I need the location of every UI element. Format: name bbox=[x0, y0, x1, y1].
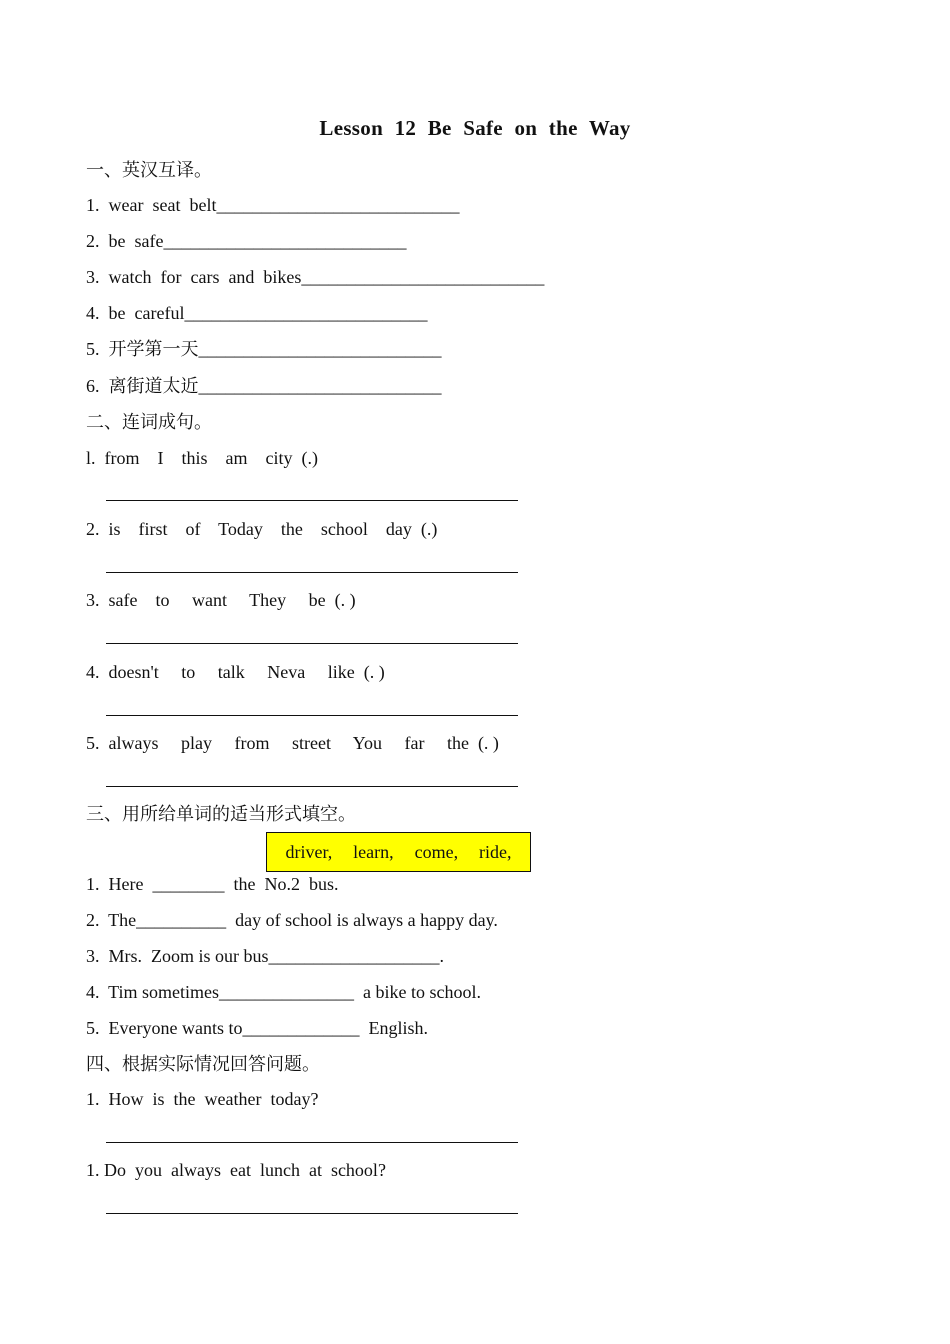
word-bank-item: learn, bbox=[353, 841, 394, 862]
section1-heading: 一、英汉互译。 bbox=[86, 160, 212, 180]
s2-item-3: 3. safe to want They be (. ) bbox=[86, 590, 356, 610]
s4-item-2: 1. Do you always eat lunch at school? bbox=[86, 1160, 386, 1180]
s1-item-6: 6. 离街道太近___________________________ bbox=[86, 376, 442, 396]
s3-item-5: 5. Everyone wants to_____________ English. bbox=[86, 1018, 428, 1038]
word-bank-box bbox=[266, 832, 531, 872]
page-title: Lesson 12 Be Safe on the Way bbox=[319, 116, 631, 140]
s3-item-4: 4. Tim sometimes_______________ a bike to school. bbox=[86, 982, 482, 1002]
word-bank-item: come, bbox=[414, 841, 459, 862]
s2-answer-line-2[interactable] bbox=[106, 572, 518, 573]
s1-item-4: 4. be careful___________________________ bbox=[86, 303, 428, 323]
s2-answer-line-1[interactable] bbox=[106, 500, 518, 501]
s4-answer-line-2[interactable] bbox=[106, 1213, 518, 1214]
s2-item-5: 5. always play from street You far the (. ) bbox=[86, 733, 499, 753]
s4-item-1: 1. How is the weather today? bbox=[86, 1089, 319, 1109]
s3-item-1: 1. Here ________ the No.2 bus. bbox=[86, 874, 339, 894]
s2-answer-line-5[interactable] bbox=[106, 786, 518, 787]
s3-item-3: 3. Mrs. Zoom is our bus___________________. bbox=[86, 946, 445, 966]
s3-item-2: 2. The__________ day of school is always a happy day. bbox=[86, 910, 498, 930]
s1-item-3: 3. watch for cars and bikes___________________________ bbox=[86, 267, 545, 287]
s2-answer-line-3[interactable] bbox=[106, 643, 518, 644]
s2-item-2: 2. is first of Today the school day (.) bbox=[86, 519, 438, 539]
section4-heading: 四、根据实际情况回答问题。 bbox=[86, 1054, 320, 1074]
word-bank-item: ride, bbox=[479, 841, 512, 862]
s2-item-4: 4. doesn't to talk Neva like (. ) bbox=[86, 662, 385, 682]
s1-item-1: 1. wear seat belt___________________________ bbox=[86, 195, 460, 215]
s2-item-1: l. from I this am city (.) bbox=[86, 448, 318, 468]
s2-answer-line-4[interactable] bbox=[106, 715, 518, 716]
s4-answer-line-1[interactable] bbox=[106, 1142, 518, 1143]
s1-item-2: 2. be safe___________________________ bbox=[86, 231, 407, 251]
word-bank-item: driver, bbox=[285, 841, 333, 862]
section3-heading: 三、用所给单词的适当形式填空。 bbox=[86, 804, 356, 824]
section2-heading: 二、连词成句。 bbox=[86, 412, 212, 432]
s1-item-5: 5. 开学第一天___________________________ bbox=[86, 339, 442, 359]
